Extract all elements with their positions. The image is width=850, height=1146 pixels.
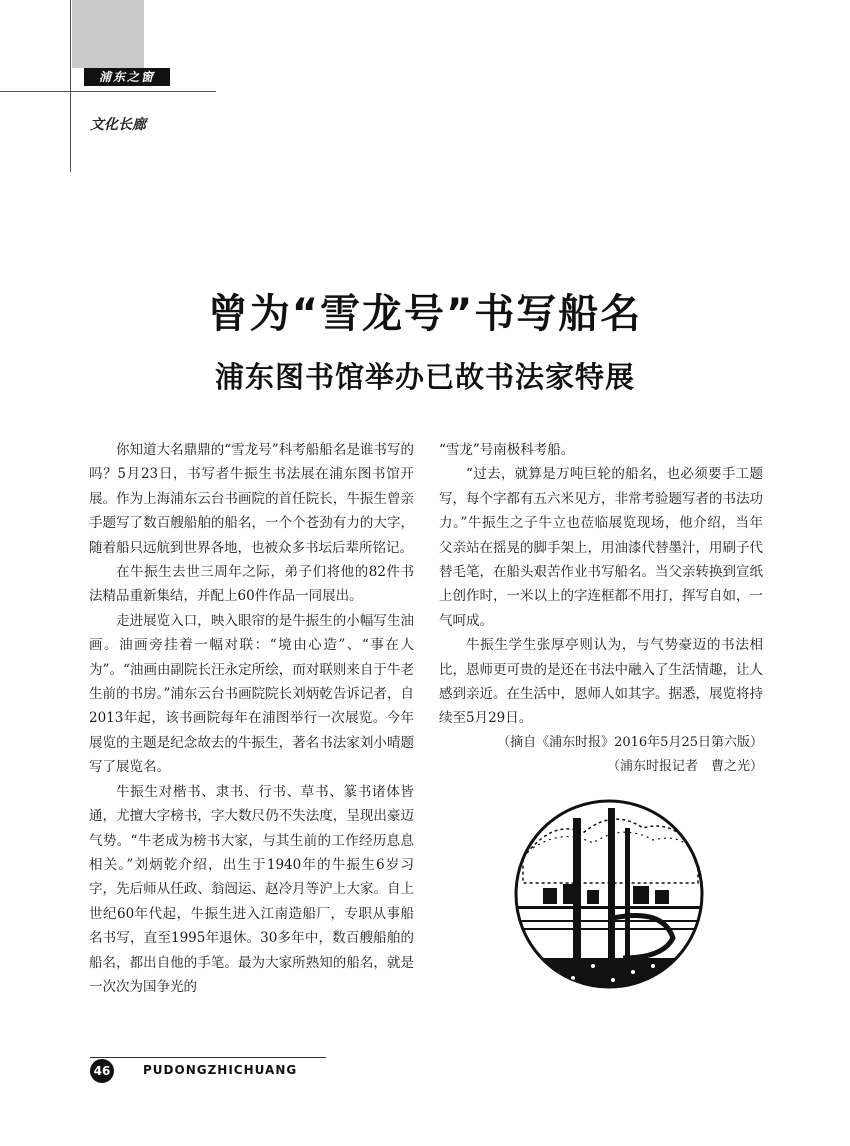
reporter-note: （浦东时报记者 曹之光） bbox=[606, 759, 763, 775]
paragraph: 牛振生对楷书、隶书、行书、草书、篆书诸体皆通，尤擅大字榜书，字大数尺仍不失法度，呈现出豪迈气势。“牛老成为榜书大家，与其生前的工作经历息息相关。”刘炳乾介绍，出生于1940年的牛振生6岁习字，先后师从任政、翁闿运、赵冷月等沪上大家。自上世纪60年代起，牛振生进入江南造船厂，专职从事船名书写，直至1995年退休。30多年中，数百艘船舶的船名，都出自他的手笔。最为大家所熟知的船名，就是一次次为国争光的 bbox=[89, 783, 414, 995]
footer-rule bbox=[90, 1057, 326, 1058]
header-horizontal-rule bbox=[0, 91, 216, 92]
article-title: 曾为“雪龙号”书写船名 bbox=[207, 291, 643, 337]
header-gray-block bbox=[72, 0, 144, 68]
article-subtitle: 浦东图书馆举办已故书法家特展 bbox=[214, 360, 635, 394]
paragraph: 在牛振生去世三周年之际，弟子们将他的82件书法精品重新集结，并配上60件作品一同展出。 bbox=[89, 564, 414, 605]
paragraph: 牛振生学生张厚亭则认为，与气势豪迈的书法相比，恩师更可贵的是还在书法中融入了生活情趣，让人感到亲近。在生活中，恩师人如其字。据悉，展览将持续至5月29日。 bbox=[439, 637, 763, 727]
page-number: 46 bbox=[90, 1059, 114, 1083]
magazine-name: PUDONGZHICHUANG bbox=[143, 1063, 298, 1077]
paragraph: 走进展览入口，映入眼帘的是牛振生的小幅写生油画。油画旁挂着一幅对联：“境由心造”、“事在人为”。“油画由副院长汪永定所绘，而对联则来自于牛老生前的书房。”浦东云台书画院院长刘炳乾告诉记者，自2013年起，该书画院每年在浦图举行一次展览。今年展览的主题是纪念故去的牛振生，著名书法家刘小晴题写了展览名。 bbox=[89, 612, 414, 776]
paragraph: “过去，就算是万吨巨轮的船名，也必须要手工题写，每个字都有五六米见方，非常考验题写者的书法功力。”牛振生之子牛立也莅临展览现场，他介绍，当年父亲站在摇晃的脚手架上，用油漆代替墨汁，用刷子代替毛笔，在船头艰苦作业书写船名。当父亲转换到宣纸上创作时，一米以上的字连框都不用打，挥写自如，一气呵成。 bbox=[439, 466, 763, 629]
left-column bbox=[89, 438, 414, 999]
header-vertical-rule bbox=[70, 0, 71, 172]
paragraph: 你知道大名鼎鼎的“雪龙号”科考船船名是谁书写的吗？5月23日，书写者牛振生书法展在浦东图书馆开展。作为上海浦东云台书画院的首任院长，牛振生曾亲手题写了数百艘船舶的船名，一个个苍劲有力的大字，随着船只远航到世界各地，也被众多书坛后辈所铭记。 bbox=[89, 442, 414, 556]
paragraph: “雪龙”号南极科考船。 bbox=[439, 442, 575, 458]
section-label: 文化长廊 bbox=[90, 117, 146, 133]
circular-woodcut-artwork bbox=[513, 798, 705, 990]
source-note: （摘自《浦东时报》2016年5月25日第六版） bbox=[497, 734, 763, 750]
right-column bbox=[439, 438, 763, 780]
column-badge: 浦东之窗 bbox=[84, 68, 170, 86]
